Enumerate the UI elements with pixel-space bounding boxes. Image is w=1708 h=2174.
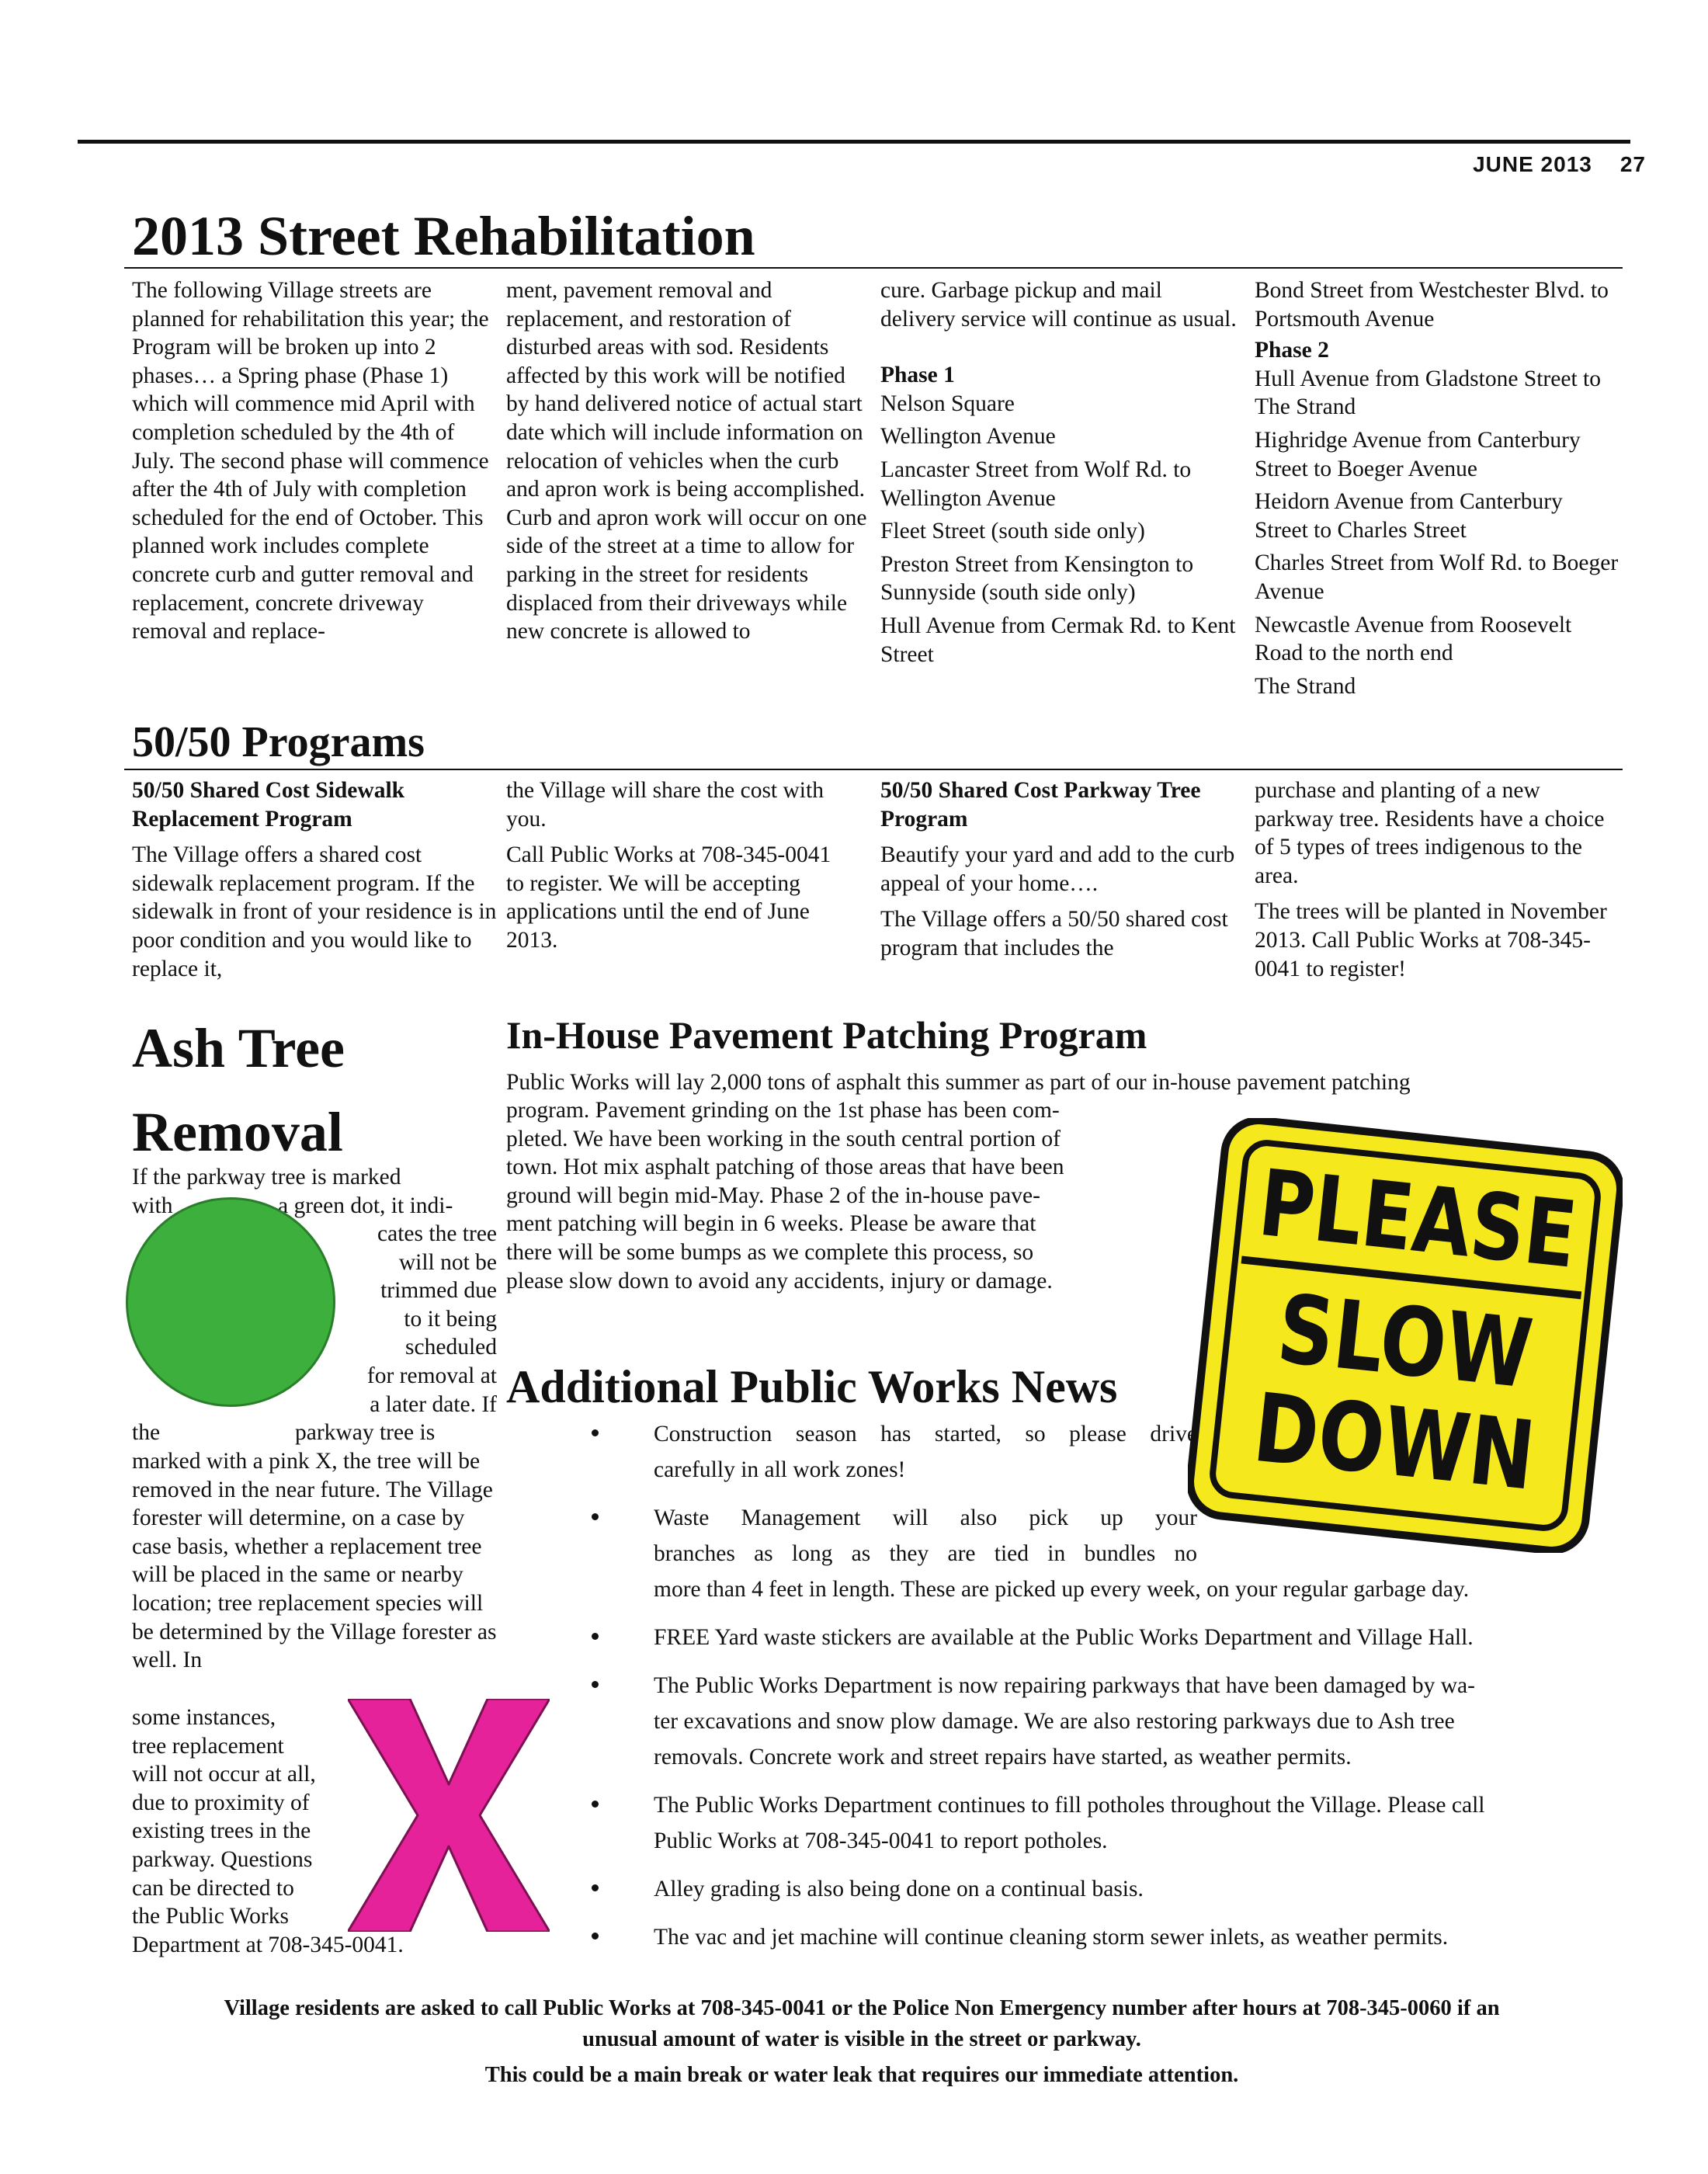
ash-wrap-line: trimmed due bbox=[380, 1278, 497, 1304]
phase2-item: Heidorn Avenue from Canterbury Street to Charles Street bbox=[1255, 489, 1563, 543]
news-item bbox=[592, 1416, 1624, 1488]
phase1-item: Fleet Street (south side only) bbox=[880, 519, 1145, 544]
phase2-item: Newcastle Avenue from Roosevelt Road to the north end bbox=[1255, 612, 1572, 666]
sign-text-down: DOWN bbox=[1248, 1373, 1540, 1512]
footer-notice bbox=[101, 1993, 1623, 2091]
phase1-last-item: Bond Street from Westchester Blvd. to Portsmouth Avenue bbox=[1255, 278, 1609, 332]
ash-tree-line-the bbox=[132, 1419, 497, 1447]
ash-x-line: due to proximity of bbox=[132, 1790, 310, 1815]
pink-x-marker bbox=[348, 1699, 550, 1932]
street-rehab-rule bbox=[124, 267, 1623, 269]
ash-line-2b: a green dot, it indi- bbox=[278, 1193, 453, 1218]
street-rehab-col4 bbox=[1255, 276, 1619, 705]
sidewalk-text: The Village offers a shared cost sidewalk replacement program. If the sidewalk in front of your residence is in poor condition and you would like to replace it, bbox=[132, 842, 497, 981]
phase2-list bbox=[1255, 365, 1619, 701]
street-rehab-col3 bbox=[880, 276, 1241, 673]
bullet-icon bbox=[592, 1884, 599, 1891]
street-rehab-text-1: The following Village streets are planned for rehabilitation this year; the Program will be broken up into 2 phases… a Spring phase (Phase 1) which will commence mid April with completion scheduled by the 4th of July. The second phase will commence after the 4th of July with completion scheduled for the end of October. This planned work includes complete concrete curb and gutter removal and replacement, concrete driveway removal and replace- bbox=[132, 278, 489, 644]
tree-text-4: The trees will be planted in November 2013. Call Public Works at 708-345-0041 to register! bbox=[1255, 899, 1607, 981]
pavement-title: In-House Pavement Patching Program bbox=[506, 1013, 1147, 1057]
pavement-line: there will be some bumps as we complete this process, so bbox=[506, 1239, 1034, 1265]
news-item-line: The vac and jet machine will continue cleaning storm sewer inlets, as weather permits. bbox=[654, 1925, 1449, 1950]
phase2-item: Hull Avenue from Gladstone Street to The Strand bbox=[1255, 366, 1601, 420]
phase2-item: Charles Street from Wolf Rd. to Boeger Avenue bbox=[1255, 550, 1619, 604]
ash-x-line: Department at 708-345-0041. bbox=[132, 1932, 404, 1957]
ash-tree-title-line2: Removal bbox=[132, 1101, 343, 1163]
sidewalk-text-cont: the Village will share the cost with you. bbox=[506, 778, 824, 832]
pavement-line: ment patching will begin in 6 weeks. Please be aware that bbox=[506, 1211, 1036, 1237]
pavement-line: ground will begin mid-May. Phase 2 of the in-house pave- bbox=[506, 1183, 1040, 1208]
ash-x-line: tree replacement bbox=[132, 1733, 284, 1759]
bullet-icon bbox=[592, 1933, 599, 1940]
ash-x-line: parkway. Questions bbox=[132, 1846, 313, 1872]
pavement-line-1: Public Works will lay 2,000 tons of asphalt this summer as part of our in-house pavement patching bbox=[506, 1070, 1411, 1095]
news-item-line: Construction season has started, so please drive bbox=[654, 1422, 1197, 1446]
sidewalk-program bbox=[132, 776, 497, 983]
ash-parkway: parkway tree is bbox=[295, 1420, 436, 1445]
pavement-line: pleted. We have been working in the south central portion of bbox=[506, 1126, 1061, 1151]
bullet-icon bbox=[592, 1429, 599, 1436]
news-item bbox=[592, 1620, 1624, 1655]
ash-wrap-line: cates the tree bbox=[377, 1221, 497, 1246]
phase1-item: Hull Avenue from Cermak Rd. to Kent Street bbox=[880, 613, 1236, 667]
ash-tree-title-line1: Ash Tree bbox=[132, 1017, 345, 1079]
news-title: Additional Public Works News bbox=[506, 1361, 1118, 1412]
bullet-icon bbox=[592, 1681, 599, 1688]
tree-text-2: The Village offers a 50/50 shared cost program that includes the bbox=[880, 907, 1228, 960]
ash-x-line: the Public Works bbox=[132, 1904, 289, 1929]
sign-text-slow: SLOW bbox=[1272, 1273, 1537, 1411]
news-list bbox=[592, 1416, 1624, 1955]
phase1-heading: Phase 1 bbox=[880, 363, 955, 388]
phase1-item: Wellington Avenue bbox=[880, 424, 1056, 450]
street-rehab-text-3: cure. Garbage pickup and mail delivery service will continue as usual. bbox=[880, 278, 1237, 332]
issue-date: JUNE 2013 bbox=[1473, 152, 1592, 176]
ash-x-line: some instances, bbox=[132, 1705, 276, 1730]
tree-program bbox=[880, 776, 1245, 963]
news-item-line: The Public Works Department continues to fill potholes throughout the Village. Please call bbox=[654, 1793, 1485, 1818]
street-rehab-title: 2013 Street Rehabilitation bbox=[132, 205, 755, 267]
ash-tree-body bbox=[132, 1447, 497, 1675]
tree-text-1: Beautify your yard and add to the curb appeal of your home…. bbox=[880, 842, 1235, 896]
page-header bbox=[1473, 152, 1646, 177]
sidewalk-heading: 50/50 Shared Cost Sidewalk Replacement Program bbox=[132, 778, 405, 832]
ash-the: the bbox=[132, 1420, 161, 1445]
news-item-line: Waste Management will also pick up your bbox=[654, 1505, 1197, 1530]
phase2-heading: Phase 2 bbox=[1255, 338, 1329, 363]
ash-line-1: If the parkway tree is marked bbox=[132, 1165, 401, 1189]
ash-tree-title bbox=[132, 1006, 345, 1174]
sign-text-please: PLEASE bbox=[1254, 1150, 1581, 1290]
news-item-line: FREE Yard waste stickers are available at the Public Works Department and Village Hall. bbox=[654, 1625, 1474, 1650]
phase1-item: Nelson Square bbox=[880, 391, 1015, 416]
ash-wrap-line: a later date. If bbox=[370, 1391, 497, 1417]
news-item bbox=[592, 1871, 1624, 1907]
pink-x-icon bbox=[348, 1699, 550, 1932]
top-rule bbox=[78, 140, 1630, 144]
phase2-item: The Strand bbox=[1255, 673, 1356, 699]
news-item-line: Alley grading is also being done on a continual basis. bbox=[654, 1877, 1144, 1901]
footer-line-3: This could be a main break or water leak that requires our immediate attention. bbox=[484, 2063, 1239, 2087]
news-item-line: more than 4 feet in length. These are picked up every week, on your regular garbage day. bbox=[654, 1577, 1470, 1602]
news-item-line: The Public Works Department is now repairing parkways that have been damaged by wa- bbox=[654, 1673, 1475, 1698]
pavement-line: town. Hot mix asphalt patching of those areas that have been bbox=[506, 1155, 1064, 1180]
news-item bbox=[592, 1787, 1624, 1859]
news-item bbox=[592, 1919, 1624, 1955]
ash-wrap-line: scheduled bbox=[405, 1335, 497, 1360]
footer-line-1: Village residents are asked to call Public Works at 708-345-0041 or the Police Non Emergency number after hours at 708-345-0060 if an bbox=[224, 1996, 1500, 2020]
phase2-item: Highridge Avenue from Canterbury Street to Boeger Avenue bbox=[1255, 427, 1581, 481]
sidewalk-program-cont bbox=[506, 776, 832, 955]
news-item-line: branches as long as they are tied in bundles no bbox=[654, 1541, 1197, 1566]
news-item bbox=[592, 1500, 1624, 1607]
tree-heading: 50/50 Shared Cost Parkway Tree Program bbox=[880, 778, 1201, 832]
bullet-icon bbox=[592, 1801, 599, 1808]
ash-x-line: can be directed to bbox=[132, 1875, 294, 1901]
pavement-body bbox=[506, 1096, 1189, 1295]
news-item bbox=[592, 1668, 1624, 1775]
tree-text-3: purchase and planting of a new parkway tree. Residents have a choice of 5 types of trees indigenous to the area. bbox=[1255, 778, 1605, 888]
news-item-line: carefully in all work zones! bbox=[654, 1457, 906, 1482]
news-item-line: Public Works at 708-345-0041 to report potholes. bbox=[654, 1828, 1108, 1853]
bullet-icon bbox=[592, 1513, 599, 1520]
ash-tree-body-text: marked with a pink X, the tree will be removed in the near future. The Village forester will determine, on a case by case basis, whether a replacement tree will be placed in the same or nearby location; tree replacement species will be determined by the Village forester as well. In bbox=[132, 1449, 497, 1673]
sidewalk-register: Call Public Works at 708-345-0041 to register. We will be accepting applications until the end of June 2013. bbox=[506, 842, 831, 953]
ash-wrap-line: for removal at bbox=[366, 1363, 497, 1388]
bullet-icon bbox=[592, 1633, 599, 1640]
fifty-fifty-rule bbox=[124, 769, 1623, 770]
ash-x-line: existing trees in the bbox=[132, 1818, 311, 1844]
news-item-line: removals. Concrete work and street repairs have started, as weather permits. bbox=[654, 1745, 1352, 1769]
footer-line-2: unusual amount of water is visible in the street or parkway. bbox=[582, 2027, 1141, 2051]
phase1-item: Preston Street from Kensington to Sunnyside (south side only) bbox=[880, 551, 1194, 606]
pavement-line: program. Pavement grinding on the 1st phase has been com- bbox=[506, 1098, 1060, 1123]
ash-x-line: will not occur at all, bbox=[132, 1762, 316, 1787]
tree-program-cont bbox=[1255, 776, 1619, 983]
page-number: 27 bbox=[1619, 152, 1646, 176]
ash-tree-wrap-text bbox=[318, 1220, 497, 1419]
fifty-fifty-title: 50/50 Programs bbox=[132, 718, 425, 766]
ash-wrap-line: will not be bbox=[398, 1249, 497, 1275]
phase1-list bbox=[880, 390, 1241, 669]
street-rehab-text-2: ment, pavement removal and replacement, and restoration of disturbed areas with sod. Residents affected by this work will be notified by hand delivered notice of actual start date which will include information on relocation of vehicles when the curb and apron work is being accomplished. Curb and apron work will occur on one side of the street at a time to allow for parking in the street for residents displaced from their driveways while new concrete is allowed to bbox=[506, 278, 867, 644]
phase1-item: Lancaster Street from Wolf Rd. to Wellington Avenue bbox=[880, 457, 1192, 511]
ash-line-2a: with bbox=[132, 1193, 173, 1218]
pavement-line: please slow down to avoid any accidents, injury or damage. bbox=[506, 1268, 1053, 1294]
news-item-line: ter excavations and snow plow damage. We are also restoring parkways due to Ash tree bbox=[654, 1709, 1455, 1734]
street-rehab-col2 bbox=[506, 276, 867, 646]
street-rehab-col1 bbox=[132, 276, 493, 646]
ash-wrap-line: to it being bbox=[404, 1306, 497, 1332]
green-dot-marker bbox=[126, 1197, 335, 1407]
